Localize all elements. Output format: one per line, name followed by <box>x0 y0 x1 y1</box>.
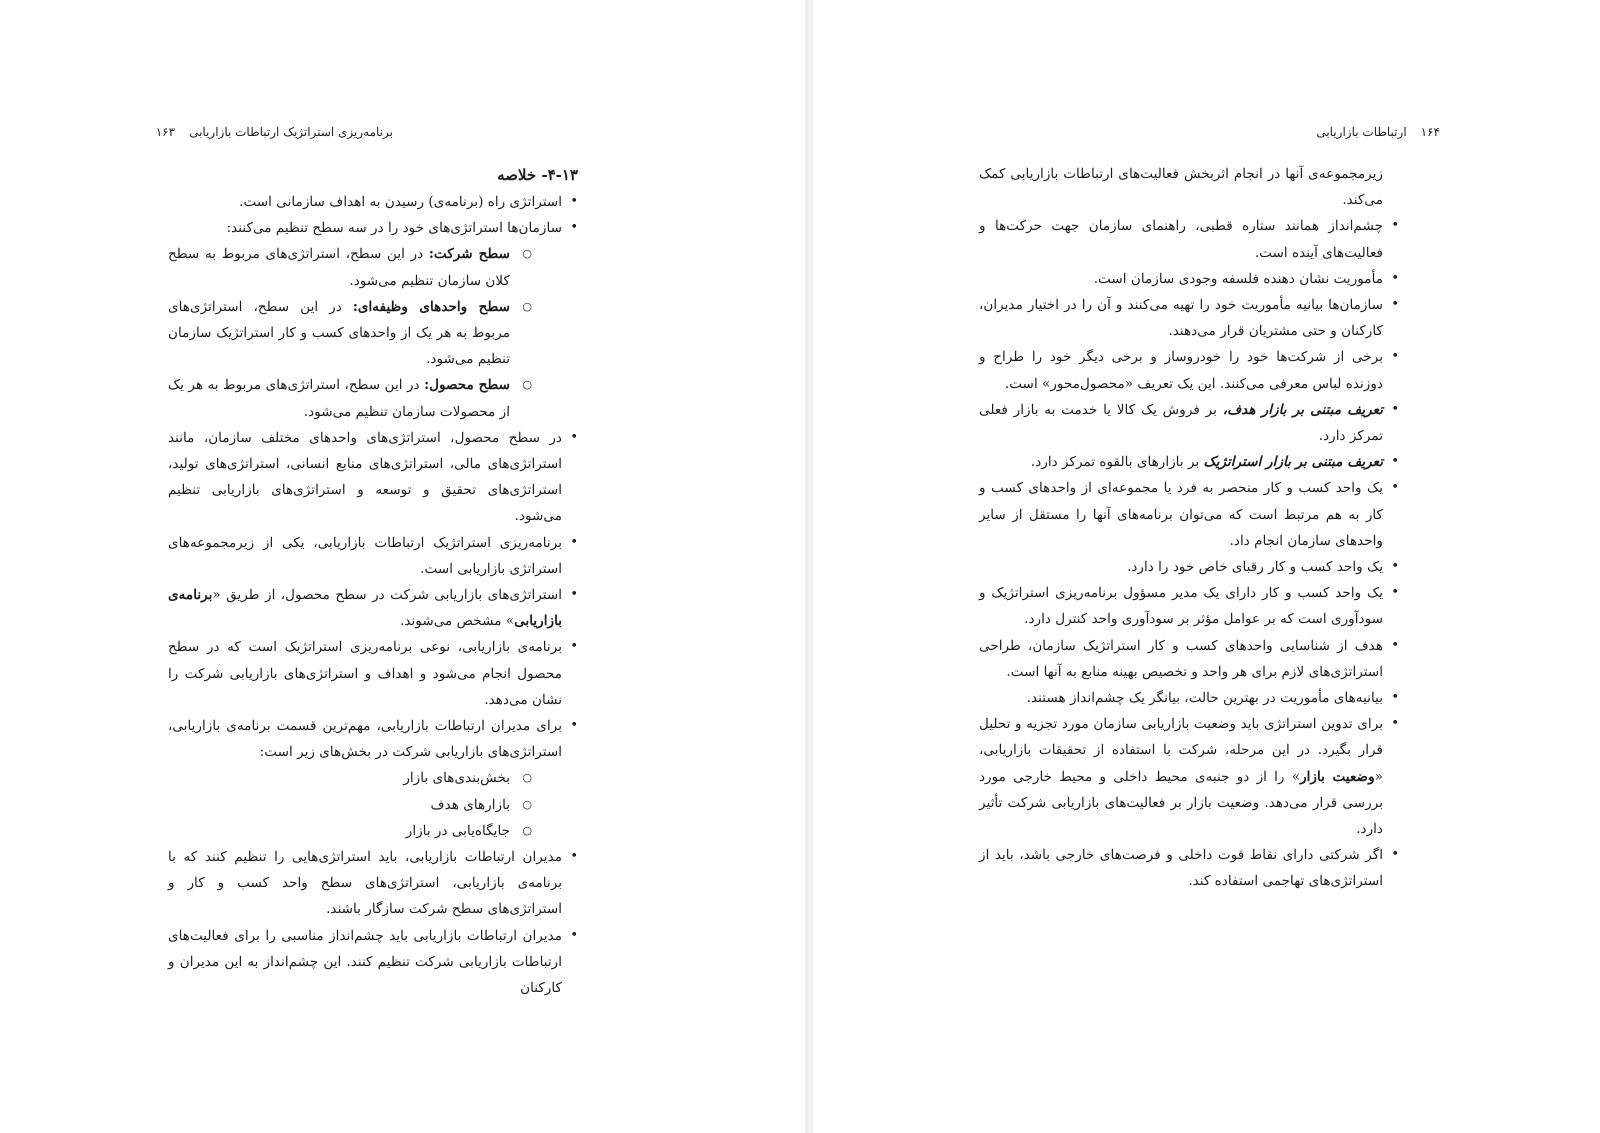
item-text: بر بازارهای بالقوه تمرکز دارد. <box>1030 454 1204 471</box>
item-text: زیرمجموعه‌ی آنها در انجام اثربخش فعالیت‌های ارتباطات بازاریابی کمک می‌کند. <box>979 166 1383 209</box>
list-item <box>979 554 1399 580</box>
list-item <box>979 292 1399 344</box>
item-text: سازمان‌ها بیانیه مأموریت خود را تهیه می‌کنند و آن را در اختیار مدیران، کارکنان و حتی مشتریان قرار می‌دهند. <box>979 297 1383 340</box>
header-title: ارتباطات بازاریابی <box>1316 125 1407 139</box>
item-text: در این سطح، استراتژی‌های مربوط به هر یک از واحدهای کسب و کار استراتژیک سازمان تنظیم می‌شود. <box>168 298 510 368</box>
page-164 <box>813 0 1600 1133</box>
list-item <box>979 685 1399 711</box>
item-text: در این سطح، استراتژی‌های مربوط به سطح کلان سازمان تنظیم می‌شود. <box>168 246 510 289</box>
list-item <box>168 923 578 1002</box>
item-text: بر فروش یک کالا یا خدمت به بازار فعلی تمرکز دارد. <box>979 401 1383 445</box>
list-item <box>168 582 578 634</box>
list-item <box>168 713 578 844</box>
list-item <box>979 711 1399 842</box>
list-item <box>168 530 578 582</box>
item-text: جایگاه‌یابی در بازار <box>405 822 510 839</box>
item-text: مدیران ارتباطات بازاریابی، باید استراتژی‌هایی را تنظیم کنند که با برنامه‌ی بازاریابی، استراتژی‌های سطح واحد کسب و کار و استراتژی‌های سطح شرکت سازگار باشند. <box>168 849 562 918</box>
page-number: ۱۶۳ <box>155 125 176 139</box>
item-text: مأموریت نشان دهنده فلسفه وجودی سازمان است. <box>1093 270 1383 287</box>
list-item <box>979 344 1399 396</box>
running-header <box>1300 125 1440 139</box>
sublist-item <box>168 818 562 844</box>
list-item <box>979 633 1399 685</box>
item-text: مدیران ارتباطات بازاریابی باید چشم‌انداز مناسبی را برای فعالیت‌های ارتباطات بازاریابی شرکت تنظیم کنند. این چشم‌انداز به این مدیران و کارکنان <box>168 927 562 997</box>
book-gutter <box>805 0 813 1133</box>
summary-list <box>979 161 1399 895</box>
list-item <box>979 580 1399 632</box>
item-text: در سطح محصول، استراتژی‌های واحدهای مختلف سازمان، مانند استراتژی‌های مالی، استراتژی‌های منابع انسانی، استراتژی‌های تولید، استراتژی‌های تحقیق و توسعه و استراتژی‌های بازاریابی تنظیم می‌شود. <box>168 429 562 525</box>
list-item <box>979 213 1399 265</box>
list-item <box>168 215 578 425</box>
section-title: ۴-۱۳- خلاصه <box>497 166 578 184</box>
item-text: بازارهای هدف <box>430 796 510 813</box>
item-term: وضعیت بازار <box>1300 768 1375 785</box>
item-text: بیانیه‌های مأموریت در بهترین حالت، بیانگر یک چشم‌انداز هستند. <box>1026 690 1383 707</box>
item-text: اگر شرکتی دارای نقاط قوت داخلی و فرصت‌های خارجی باشد، باید از استراتژی‌های تهاجمی استفاده کند. <box>979 847 1383 890</box>
list-item <box>168 425 578 530</box>
sublist-item <box>168 372 562 424</box>
item-term: برنامه‌ی بازاریابی <box>168 587 562 630</box>
header-title: برنامه‌ریزی استراتژیک ارتباطات بازاریابی <box>189 125 393 139</box>
page-number: ۱۶۴ <box>1420 125 1440 139</box>
summary-list <box>168 189 578 1001</box>
item-text: » مشخص می‌شوند. <box>400 613 515 630</box>
sublist-item <box>168 792 562 818</box>
list-item <box>168 844 578 923</box>
levels-sublist <box>168 241 562 424</box>
list-item <box>979 266 1399 292</box>
list-item <box>168 634 578 713</box>
list-item <box>979 475 1399 554</box>
item-text: بخش‌بندی‌های بازار <box>403 770 510 787</box>
segments-sublist <box>168 765 562 844</box>
list-item <box>168 189 578 215</box>
sublist-item <box>168 294 562 373</box>
item-term: سطح محصول: <box>424 377 510 394</box>
summary-section <box>168 161 578 1001</box>
item-text: در این سطح، استراتژی‌های مربوط به هر یک از محصولات سازمان تنظیم می‌شود. <box>168 377 510 420</box>
item-text: برنامه‌ی بازاریابی، نوعی برنامه‌ریزی استراتژیک است که در سطح محصول انجام می‌شود و اهداف و استراتژی‌های بازاریابی شرکت را نشان می‌دهد. <box>168 639 562 708</box>
item-term: تعریف مبتنی بر بازار استراتژیک <box>1203 454 1383 471</box>
item-text: برای تدوین استراتژی باید وضعیت بازاریابی سازمان مورد تجزیه و تحلیل قرار بگیرد. در این مرحله، شرکت با استفاده از تحقیقات بازاریابی، « <box>979 716 1383 785</box>
item-text: برای مدیران ارتباطات بازاریابی، مهم‌ترین قسمت برنامه‌ی بازاریابی، استراتژی‌های بازاریابی شرکت در بخش‌های زیر است: <box>168 718 562 761</box>
item-text: برخی از شرکت‌ها خود را خودروساز و برخی دیگر خود را طراح و دوزنده لباس معرفی می‌کنند. این یک تعریف «محصول‌محور» است. <box>979 349 1383 392</box>
sublist-item <box>168 765 562 791</box>
item-text: سازمان‌ها استراتژی‌های خود را در سه سطح تنظیم می‌کنند: <box>226 220 562 237</box>
item-text: هدف از شناسایی واحدهای کسب و کار استراتژیک سازمان، طراحی استراتژی‌های لازم برای هر واحد و تخصیص بهینه منابع به آنها است. <box>979 637 1383 680</box>
item-term: سطح واحدهای وظیفه‌ای: <box>352 298 510 315</box>
item-text: یک واحد کسب و کار رقبای خاص خود را دارد. <box>1127 559 1383 576</box>
item-text: برنامه‌ریزی استراتژیک ارتباطات بازاریابی، یکی از زیرمجموعه‌های استراتژی بازاریابی است. <box>168 534 562 577</box>
item-text: یک واحد کسب و کار دارای یک مدیر مسؤول برنامه‌ریزی استراتژیک و سودآوری است که بر عوامل مؤثر بر سودآوری واحد کنترل دارد. <box>979 585 1383 628</box>
list-item <box>979 397 1399 449</box>
item-term: تعریف مبتنی بر بازار هدف، <box>1222 401 1383 418</box>
item-text: یک واحد کسب و کار منحصر به فرد یا مجموعه‌ای از واحدهای کسب و کار به هم مرتبط است که می‌توان برنامه‌های آنها را مستقل از سایر واحدهای سازمان انجام داد. <box>979 480 1383 549</box>
list-item-continued <box>979 161 1399 213</box>
item-text: استراتژی‌های بازاریابی شرکت در سطح محصول، از طریق « <box>212 587 562 604</box>
list-item <box>979 842 1399 894</box>
item-text: استراتژی راه (برنامه‌ی) رسیدن به اهداف سازمانی است. <box>239 194 562 210</box>
summary-continued <box>979 161 1399 895</box>
item-text: چشم‌انداز همانند ستاره قطبی، راهنمای سازمان جهت حرکت‌ها و فعالیت‌های آینده است. <box>979 218 1383 261</box>
item-term: سطح شرکت: <box>428 246 510 263</box>
item-text: » را از دو جنبه‌ی محیط داخلی و محیط خارجی مورد بررسی قرار می‌دهد. وضعیت بازار بر فعالیت‌های بازاریابی شرکت تأثیر دارد. <box>979 768 1383 838</box>
list-item <box>979 449 1399 475</box>
sublist-item <box>168 241 562 293</box>
running-header <box>155 125 393 139</box>
